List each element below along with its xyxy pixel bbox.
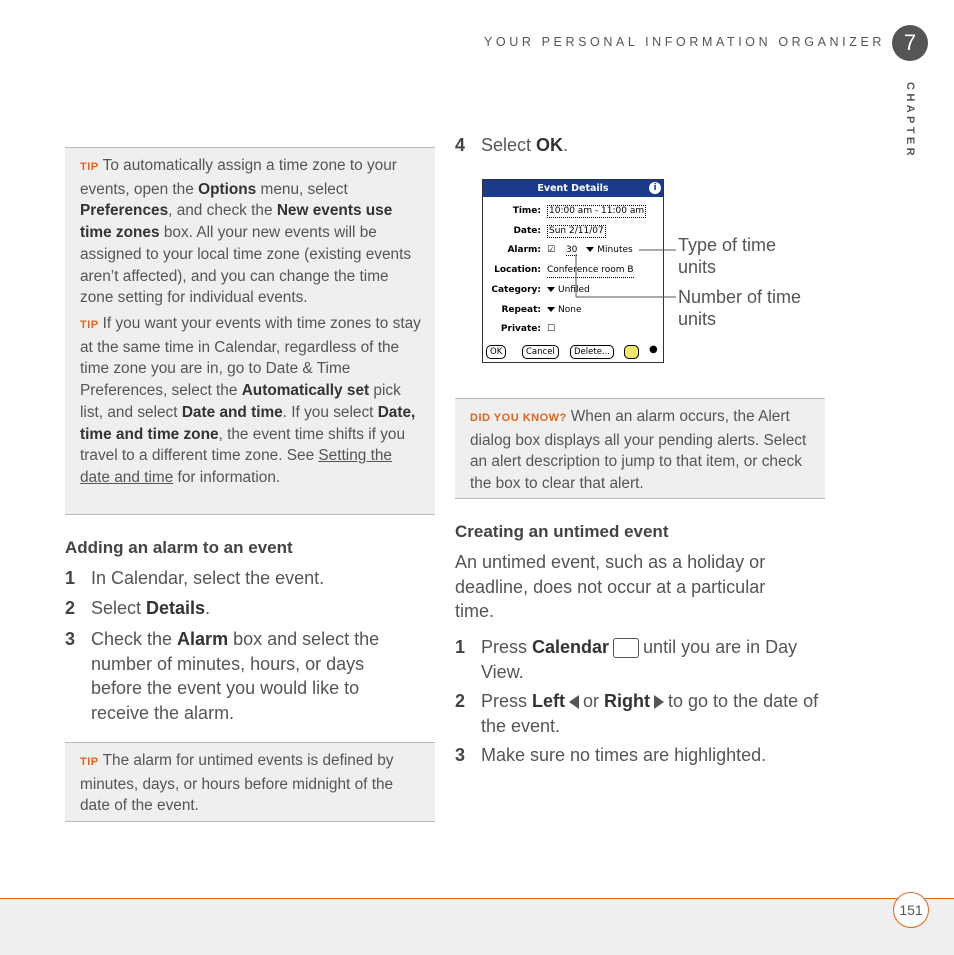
tip-text: , and check the [168,202,277,220]
cancel-button[interactable]: Cancel [522,345,559,359]
graffiti-shift-icon: ● [649,344,658,355]
callout-lines [570,240,680,310]
tip-tag: TIP [80,756,99,768]
untimed-intro: An untimed event, such as a holiday or deadline, does not occur at a particular time. [455,552,766,621]
delete-button[interactable]: Delete... [570,345,614,359]
step-bold: Alarm [177,629,229,649]
category-picker[interactable]: Unfiled [558,285,590,295]
step-number: 2 [65,598,76,618]
date-row [483,224,663,238]
dropdown-triangle-icon[interactable] [547,307,555,312]
private-label: Private: [500,324,541,334]
location-label: Location: [494,265,541,275]
step-number: 3 [455,745,466,765]
dropdown-triangle-icon[interactable] [547,287,555,292]
tip-bold: Date and time [181,403,283,421]
left-arrow-icon [569,695,579,709]
step-bold: Calendar [532,637,610,657]
tip-text: box. All your new events will be assigned to your local time zone (existing events aren’t affected), and you can change the time zone setting for individual events. [80,224,412,307]
did-you-know-tag: DID YOU KNOW? [470,412,567,424]
tip-text: The alarm for untimed events is defined by minutes, days, or hours before midnight of the date of the event. [80,752,394,815]
tip-box-timezones [65,147,435,515]
repeat-picker[interactable]: None [558,305,582,315]
private-row [483,322,663,336]
tip-text: If you want your events with time zones to stay at the same time in Calendar, regardless of the time zone you are in, go to Date & Time Preferences, select the [80,315,421,400]
location-value[interactable]: Conference room B [547,263,634,278]
note-icon[interactable] [624,345,639,359]
tip-bold: Options [198,180,257,198]
link-setting-date-time[interactable]: Setting the date and time [80,447,392,486]
step-text: to go to the date of the event. [481,691,819,736]
step-text: until you are in Day View. [481,637,798,682]
step-text: Select [91,598,147,618]
tip-box-untimed [65,742,435,822]
alarm-number-field[interactable]: 30 [565,245,578,255]
step-2 [65,596,435,621]
tip-bold: Automatically set [241,382,370,400]
callout-type-of-time-units: Type of time units [678,235,777,277]
step-number: 2 [455,691,466,711]
footer-bar [0,898,954,955]
section-heading-alarm: Adding an alarm to an event [65,538,293,557]
tip-tag: TIP [80,161,99,173]
untimed-step-2 [455,689,825,741]
step-text: . [205,598,211,618]
step-text: In Calendar, select the event. [91,568,325,588]
tip-text: , the event time shifts if you travel to a different time zone. See [80,425,406,465]
untimed-step-1 [455,635,825,687]
tip-paragraph-1 [80,155,426,309]
step-4 [455,133,825,158]
chapter-label: CHAPTER [904,82,916,159]
untimed-step-3 [455,743,825,768]
callout-number-of-time-units: Number of time units [678,287,802,329]
step-text: Make sure no times are highlighted. [481,745,767,765]
tip-bold: New events use time zones [80,202,393,242]
step-text: Check the [91,629,178,649]
step-bold: Right [604,691,651,711]
step-number: 3 [65,629,76,649]
right-arrow-icon [654,695,664,709]
tip-bold: Preferences [80,202,169,220]
repeat-label: Repeat: [501,305,541,315]
category-label: Category: [491,285,541,295]
screen-title: Event Details [483,180,663,197]
step-3 [65,627,435,727]
running-header: YOUR PERSONAL INFORMATION ORGANIZER [484,35,886,49]
private-checkbox[interactable]: ☐ [547,324,556,334]
info-icon[interactable]: i [649,182,661,194]
step-number: 1 [65,568,76,588]
step-text: Select [481,135,537,155]
tip-text: To automatically assign a time zone to your events, open the [80,157,397,198]
step-bold: Left [532,691,566,711]
section-heading-untimed: Creating an untimed event [455,522,669,541]
chapter-number-badge: 7 [892,25,928,61]
step-text: or [583,691,605,711]
tip-text: for information. [173,468,281,486]
date-value[interactable]: Sun 2/11/07 [549,226,604,236]
step-text: Press [481,637,533,657]
page-number: 151 [893,892,929,928]
date-label: Date: [513,226,541,236]
step-text: Press [481,691,533,711]
step-bold: OK [536,135,564,155]
time-row [483,204,663,218]
time-value[interactable]: 10:00 am - 11:00 am [549,206,645,216]
step-bold: Details [146,598,206,618]
step-number: 4 [455,135,466,155]
step-text: box and select the number of minutes, hours, or days before the event you would like to receive the alarm. [91,629,380,723]
tip-text: pick list, and select [80,382,401,421]
alarm-unit-picker[interactable]: Minutes [597,245,633,255]
tip-paragraph-2 [80,313,426,489]
did-you-know-box [455,398,825,499]
tip-tag: TIP [80,319,99,331]
did-you-know-text: When an alarm occurs, the Alert dialog box displays all your pending alerts. Select an alert description to jump to that item, or check the box to clear that alert. [470,408,807,493]
alarm-checkbox[interactable]: ☑ [547,245,556,255]
alarm-label: Alarm: [507,245,541,255]
tip-text: . If you select [282,403,378,421]
tip-bold: Date, time and time zone [80,403,416,443]
tip-text: menu, select [256,180,348,198]
step-number: 1 [455,637,466,657]
calendar-key-icon [613,638,639,658]
step-text: . [563,135,569,155]
ok-button[interactable]: OK [486,345,506,359]
step-1 [65,566,435,591]
time-label: Time: [512,206,541,216]
